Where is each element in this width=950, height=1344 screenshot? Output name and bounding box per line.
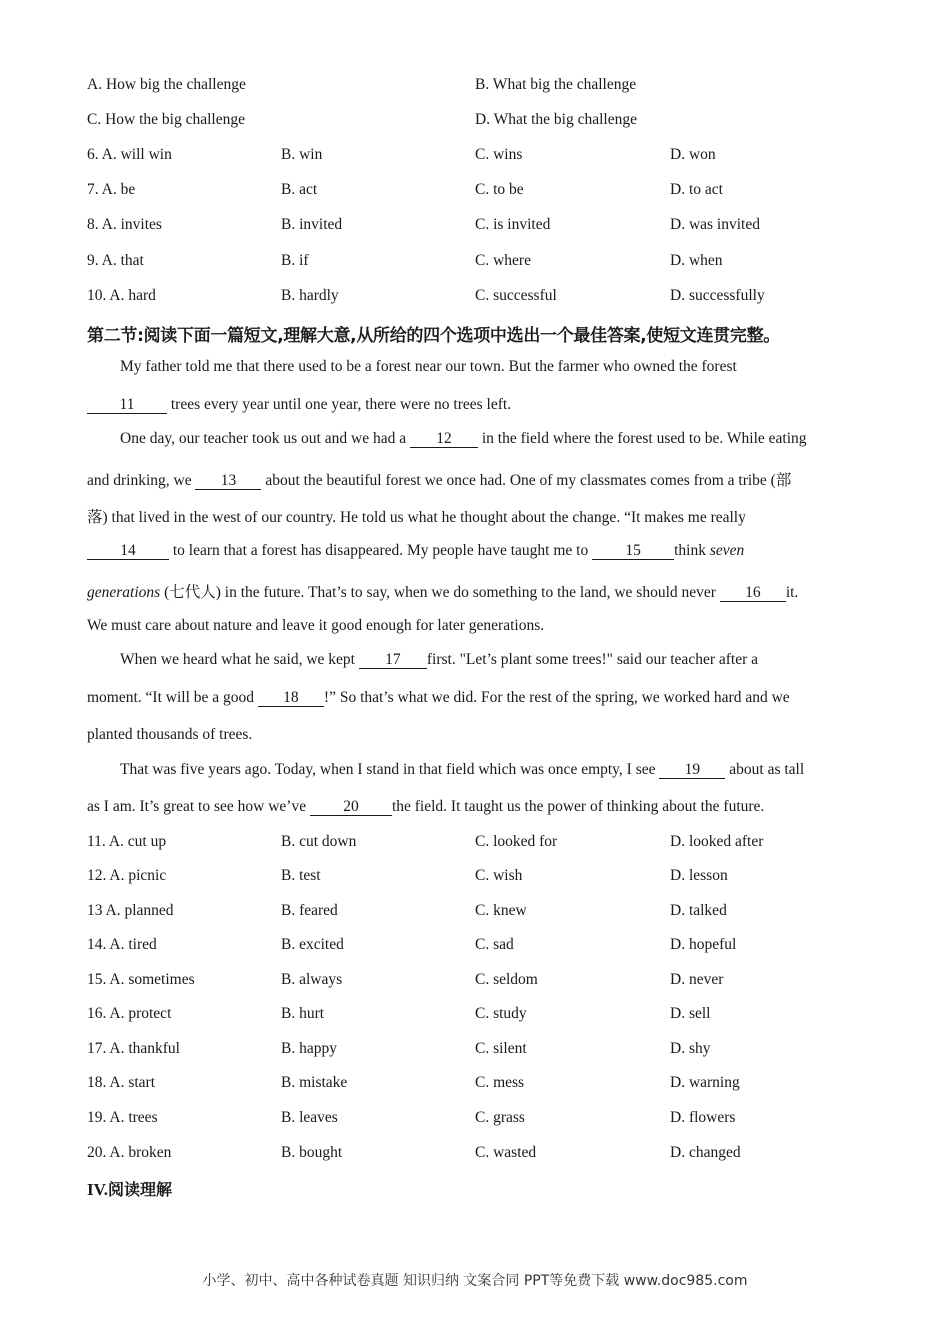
option-row-9 <box>87 252 887 274</box>
option-row-5a <box>87 76 887 98</box>
option-d: D. lesson <box>670 867 728 884</box>
option-a: 15. A. sometimes <box>87 971 195 988</box>
option-row-12 <box>87 867 887 889</box>
passage-line: 14 to learn that a forest has disappeared. My people have taught me to 15 think seven <box>87 542 744 560</box>
passage-line: That was five years ago. Today, when I stand in that field which was once empty, I see 19 about as tall <box>120 761 805 778</box>
option-a: A. How big the challenge <box>87 76 246 93</box>
option-d: D. when <box>670 252 723 269</box>
passage-line: as I am. It’s great to see how we’ve 20 the field. It taught us the power of thinking about the future. <box>87 798 765 815</box>
section-heading: 第二节:阅读下面一篇短文,理解大意,从所给的四个选项中选出一个最佳答案,使短文连贯完整。 <box>87 326 780 346</box>
option-c: C. looked for <box>475 833 558 850</box>
option-d: D. What the big challenge <box>475 111 637 128</box>
option-c: C. is invited <box>475 216 551 233</box>
option-b: B. excited <box>281 936 344 953</box>
option-a: 16. A. protect <box>87 1005 172 1022</box>
option-a: 18. A. start <box>87 1074 156 1091</box>
passage-line: 落) that lived in the west of our country. He told us what he thought about the change. “It makes me really <box>87 509 746 526</box>
option-row-8 <box>87 216 887 238</box>
option-a: 17. A. thankful <box>87 1040 180 1057</box>
option-b: B. act <box>281 181 318 198</box>
option-a: 6. A. will win <box>87 146 172 163</box>
blank-16: 16 <box>720 585 786 602</box>
option-a: 20. A. broken <box>87 1144 172 1161</box>
option-d: D. changed <box>670 1144 741 1161</box>
option-c: C. wins <box>475 146 523 163</box>
option-row-15 <box>87 971 887 993</box>
option-row-7 <box>87 181 887 203</box>
option-b: B. if <box>281 252 309 269</box>
option-b: B. mistake <box>281 1074 348 1091</box>
option-a: 13 A. planned <box>87 902 174 919</box>
option-row-10 <box>87 287 887 309</box>
option-b: B. test <box>281 867 321 884</box>
option-d: D. sell <box>670 1005 711 1022</box>
option-b: B. bought <box>281 1144 343 1161</box>
option-row-17 <box>87 1040 887 1062</box>
page-footer: 小学、初中、高中各种试卷真题 知识归纳 文案合同 PPT等免费下载 www.doc985.com <box>202 1273 748 1289</box>
option-c: C. wish <box>475 867 523 884</box>
option-a: 14. A. tired <box>87 936 157 953</box>
option-d: D. looked after <box>670 833 764 850</box>
blank-19: 19 <box>659 762 725 779</box>
option-a: 8. A. invites <box>87 216 162 233</box>
option-row-19 <box>87 1109 887 1131</box>
blank-15: 15 <box>592 543 674 560</box>
blank-12: 12 <box>410 431 478 448</box>
passage-line: generations (七代人) in the future. That’s to say, when we do something to the land, we should never 16 it. <box>87 584 799 601</box>
passage-line: planted thousands of trees. <box>87 726 253 743</box>
option-d: D. hopeful <box>670 936 737 953</box>
option-a: 11. A. cut up <box>87 833 167 850</box>
option-a: 10. A. hard <box>87 287 156 304</box>
blank-14: 14 <box>87 543 169 560</box>
option-c: C. where <box>475 252 531 269</box>
option-row-16 <box>87 1005 887 1027</box>
blank-13: 13 <box>195 473 261 490</box>
option-row-5b <box>87 111 887 133</box>
option-row-11 <box>87 833 887 855</box>
option-c: C. grass <box>475 1109 525 1126</box>
option-row-20 <box>87 1144 887 1166</box>
passage-line: My father told me that there used to be a forest near our town. But the farmer who owned the forest <box>120 358 737 375</box>
option-c: C. sad <box>475 936 514 953</box>
option-a: 19. A. trees <box>87 1109 158 1126</box>
passage-line: 11 trees every year until one year, there were no trees left. <box>87 396 511 414</box>
option-d: D. talked <box>670 902 727 919</box>
option-row-6 <box>87 146 887 168</box>
option-row-13 <box>87 902 887 924</box>
blank-18: 18 <box>258 690 324 707</box>
option-b: B. feared <box>281 902 338 919</box>
option-d: D. was invited <box>670 216 760 233</box>
option-d: D. to act <box>670 181 723 198</box>
option-d: D. won <box>670 146 716 163</box>
option-row-14 <box>87 936 887 958</box>
option-c: C. mess <box>475 1074 525 1091</box>
option-b: B. hardly <box>281 287 339 304</box>
option-a: 12. A. picnic <box>87 867 167 884</box>
option-b: B. cut down <box>281 833 357 850</box>
option-b: B. hurt <box>281 1005 325 1022</box>
option-b: B. win <box>281 146 323 163</box>
option-c: C. wasted <box>475 1144 537 1161</box>
option-c: C. successful <box>475 287 557 304</box>
option-d: D. shy <box>670 1040 711 1057</box>
option-c: C. seldom <box>475 971 538 988</box>
blank-11: 11 <box>87 397 167 414</box>
option-c: C. silent <box>475 1040 527 1057</box>
option-c: C. to be <box>475 181 524 198</box>
option-d: D. successfully <box>670 287 765 304</box>
option-c: C. knew <box>475 902 527 919</box>
option-b: B. invited <box>281 216 343 233</box>
option-b: B. What big the challenge <box>475 76 637 93</box>
passage-line: moment. “It will be a good 18 !” So that’s what we did. For the rest of the spring, we worked hard and we <box>87 689 790 706</box>
option-d: D. never <box>670 971 724 988</box>
option-a: 7. A. be <box>87 181 136 198</box>
option-c: C. study <box>475 1005 527 1022</box>
passage-line: One day, our teacher took us out and we had a 12 in the field where the forest used to be. While eating <box>120 430 807 447</box>
blank-20: 20 <box>310 799 392 816</box>
passage-line: and drinking, we 13 about the beautiful forest we once had. One of my classmates comes from a tribe (部 <box>87 472 792 489</box>
option-row-18 <box>87 1074 887 1096</box>
option-a: 9. A. that <box>87 252 144 269</box>
option-b: B. happy <box>281 1040 337 1057</box>
passage-line: We must care about nature and leave it good enough for later generations. <box>87 617 545 634</box>
part-heading: IV.阅读理解 <box>87 1180 172 1199</box>
option-b: B. always <box>281 971 343 988</box>
blank-17: 17 <box>359 652 427 669</box>
option-d: D. flowers <box>670 1109 736 1126</box>
passage-line: When we heard what he said, we kept 17 first. "Let’s plant some trees!" said our teacher after a <box>120 651 759 668</box>
option-b: B. leaves <box>281 1109 338 1126</box>
option-c: C. How the big challenge <box>87 111 245 128</box>
option-d: D. warning <box>670 1074 740 1091</box>
